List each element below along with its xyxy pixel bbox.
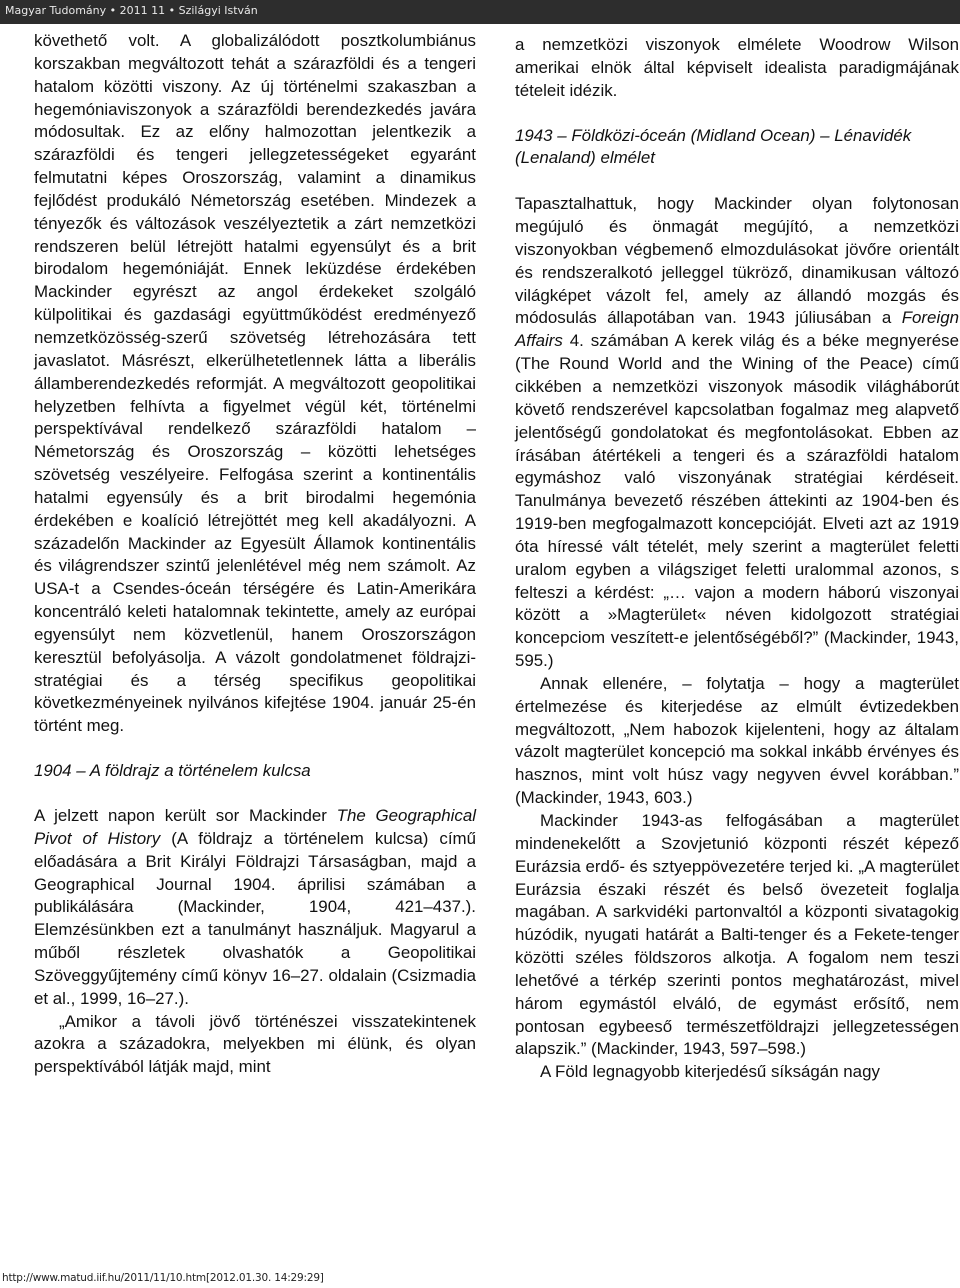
journal-title: Foreign Affairs [515,308,959,351]
paragraph: követhető volt. A globalizálódott posztkolumbiánus korszakban megváltozott tehát a szárazföldi és a tengeri hatalom közötti viszony. Az új történelmi szakaszban a hegemóniaviszonyok a szárazföldi berendezkedés javára módosultak. Ez az előny halmozottan jelentkezik a szárazföldi és tengeri jellegzetességeket egyaránt felmutatni képes Oroszország, valamint a dinamikus fejlődést produkáló Németország esetében. Mindezek a tényezők és változások veszélyeztetik a zárt nemzetközi rendszeren belül létrejött hatalmi egyensúlyt és a brit birodalom hegemóniáját. Ennek leküzdése érdekében Mackinder egyrészt az angol érdekeket szolgáló külpolitikai és gazdasági együttműködést eredményező nemzetközösség-szerű szövetség létrehozására tett javaslatot. Másrészt, elkerülhetetlennek látta a liberális államberendezkedés reformját. A megváltozott geopolitikai helyzetben felhívta a figyelmet végül két, történelmi perspektívával rendelkező szárazföldi hatalom – Németország és Oroszország – közötti lehetséges szövetség veszélyeire. Felfogása szerint a kontinentális hatalmi egyensúly és a brit birodalmi hegemónia érdekében e koalíció létrejöttét meg kell akadályozni. A századelőn Mackinder az Egyesült Államok kontinentális és világrendszer szintű jelenlétével még nem számolt. Az USA-t a Csendes-óceán térségére és Latin-Amerikára koncentráló keleti hatalomnak tekintette, amely az európai egyensúlyt nem közvetlenül, hanem Oroszországon keresztül befolyásolja. A vázolt gondolatmenet földrajzi-stratégiai és a térség specifikus geopolitikai következményeinek nyilvános kifejtése 1904. január 25-én történt meg. [34,31,476,736]
paragraph [515,193,959,673]
lecture-title: The Geographical Pivot of History [34,806,476,848]
text-run: A jelzett napon került sor Mackinder [34,806,337,825]
text-run: (A földrajz a történelem kulcsa) című előadására a Brit Királyi Földrajzi Társaságban, majd a Geographical Journal 1904. áprilisi számában a publikálására (Mackinder, 1904, 421–437.). Elemzésünkben ezt a tanulmányt használjuk. Magyarul a műből részletek olvashatók a Geopolitikai Szöveggyűjtemény című könyv 16–27. oldalain (Csizmadia et al., 1999, 16–27.). [34,828,476,1008]
paragraph: Mackinder 1943-as felfogásában a magterület mindenekelőtt a Szovjetunió központi részét képező Eurázsia erdő- és sztyeppövezetére terjed ki. „A magterület Eurázsia északi részét és belső övezeteit foglalja magában. A sarkvidéki partonvaltól a központi sivatagokig húzódik, nyugati határát a Balti-tenger és a Fekete-tenger közötti széles földszoros alkotja. A fogalom nem teszi lehetővé a térkép szerinti pontos meghatározást, mivel három egymástól elváló, de egymást erősítő, nem pontosan egybeeső természetföldrajzi jellegzetességen alapszik.” (Mackinder, 1943, 597–598.) [515,811,959,1059]
section-heading-1943: 1943 – Földközi-óceán (Midland Ocean) – Lénavidék (Lenaland) elmélet [515,125,912,168]
paragraph [34,805,476,1011]
header-bar [0,0,960,24]
text-run: 4. számában A kerek világ és a béke megnyerése (The Round World and the Wining of the Peace) című cikkében a nemzetközi viszonyok második világháborút követő rendszerével kapcsolatban fogalmaz meg alapvető jelentőségű gondolatokat és megfontolásokat. Ebben az írásában átértékeli a tengeri és a szárazföldi hatalom egymáshoz való viszonyának stratégiai kérdéseit. Tanulmánya bevezető részében áttekinti az 1904-ben és 1919-ben megfogalmazott koncepcióját. Elveti azt az 1919 óta híressé vált tételét, mely szerint a magterület feletti uralom egyben a világsziget feletti uralommal azonos, s felteszi a kérdést: „… vajon a modern háború viszonyai között a »Magterület« néven kidolgozott stratégiai koncepciom veszített-e jelentőségéből?” (Mackinder, 1943, 595.) [515,331,959,671]
text-run: Tapasztalhattuk, hogy Mackinder olyan folytonosan megújuló és önmagát megújító, a nemzetközi viszonyokban végbemenő elmozdulásokat jövőre orientált és rendszeralkotó jelleggel tükröző, dinamikusan változó világképet vázolt fel, amely az állandó mozgás és módosulás állapotában van. 1943 júliusában a [515,194,959,328]
paragraph: A Föld legnagyobb kiterjedésű síkságán nagy [540,1062,880,1082]
running-header: Magyar Tudomány • 2011 11 • Szilágyi István [5,4,258,17]
right-column [515,34,959,1084]
section-heading-1904: 1904 – A földrajz a történelem kulcsa [34,761,311,781]
paragraph: „Amikor a távoli jövő történészei visszatekintenek azokra a századokra, melyekben mi élünk, és olyan perspektívából látják majd, mint [34,1011,476,1077]
left-column [34,30,476,1079]
paragraph: a nemzetközi viszonyok elmélete Woodrow Wilson amerikai elnök által képviselt idealista paradigmájának tételeit idézik. [515,35,959,100]
footer-url: http://www.matud.iif.hu/2011/11/10.htm[2012.01.30. 14:29:29] [2,1272,324,1284]
paragraph: Annak ellenére, – folytatja – hogy a magterület értelmezése és kiterjedése az elmúlt évtizedekben megváltozott, „Nem habozok kijelenteni, hogy az általam vázolt magterület koncepció ma sokkal inkább érvényes és hasznos, mint volt húsz vagy negyven évvel korábban.” (Mackinder, 1943, 603.) [515,673,959,808]
